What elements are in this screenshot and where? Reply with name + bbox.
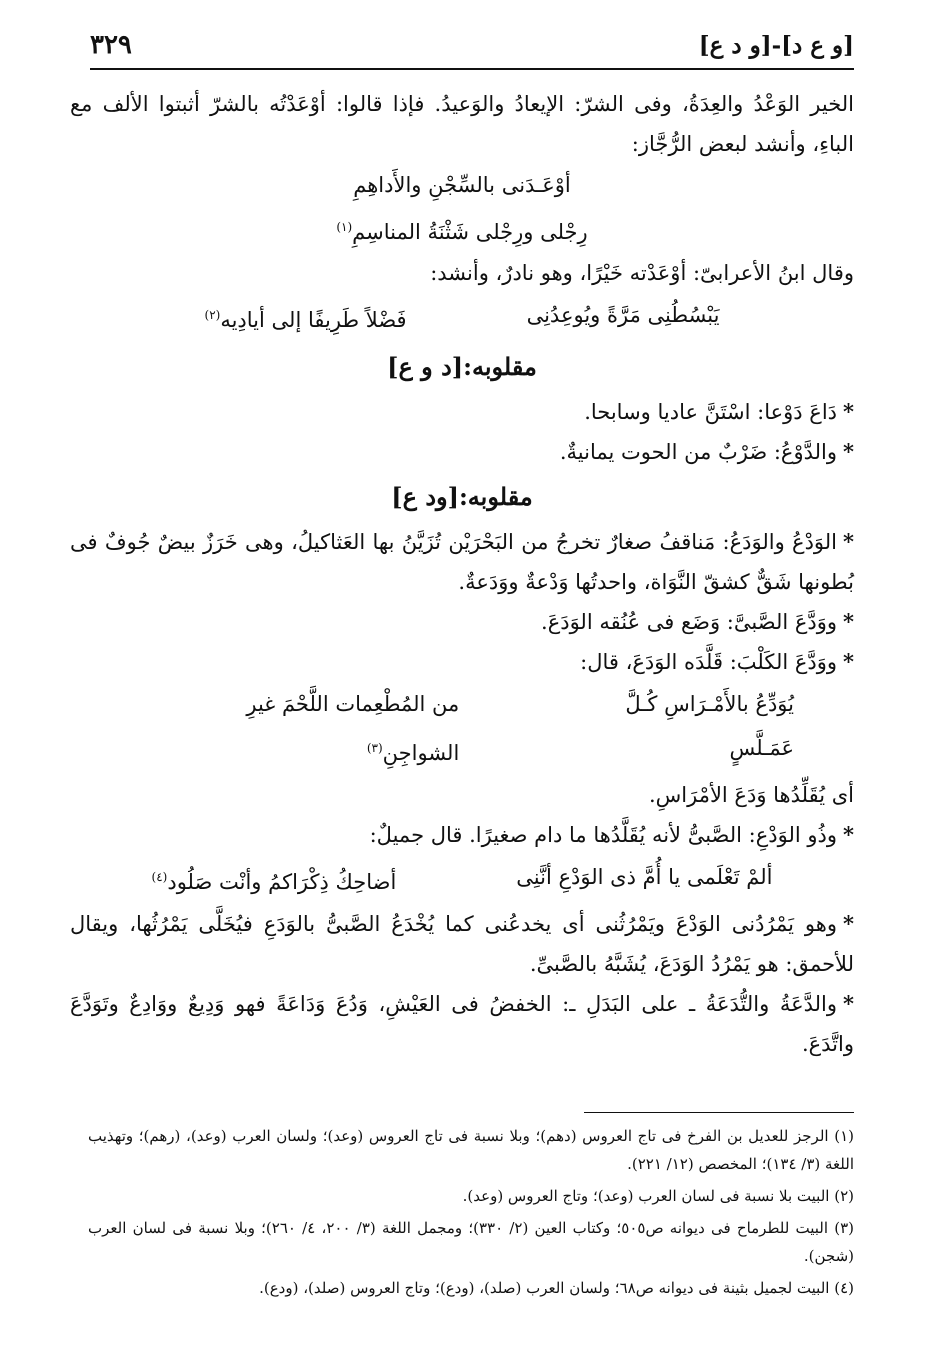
footnote: (٣) البيت للطرماح فى ديوانه ص٥٠٥؛ وكتاب العين (٢/ ٣٣٠)؛ ومجمل اللغة (٣/ ٢٠٠، ٤/ ٢٦٠)؛ وبلا نسبة فى لسان العرب (شجن). [88, 1219, 855, 1265]
entry-star: * [843, 529, 854, 554]
entry-text: وذُو الوَدْعِ: الصَّبىُّ لأنه يُقَلَّدُها ما دام صغيرًا. قال جميلٌ: [369, 823, 838, 847]
verse-line [70, 206, 854, 253]
entry-text: دَاعَ دَوْعا: اسْتَنَّ عاديا وسابحا. [584, 400, 838, 424]
entry-wadda-kalb [70, 642, 854, 682]
verse-hemistich-right: يُوَدِّعُ بالأَمْـرَاسِ كُـلَّ عَمَـلَّسٍ [625, 692, 794, 760]
entry-star: * [843, 822, 854, 847]
verse-line [70, 164, 854, 206]
verse-text: فَضْلاً طَرِيفًا إلى أيادِيه [220, 308, 407, 332]
footnote: (٤) البيت لجميل بثينة فى ديوانه ص٦٨؛ ولسان العرب (صلد)، (ودع)؛ وتاج العروس (صلد)، (ودع). [259, 1279, 854, 1297]
section-heading: مقلوبه:[د و ع] [387, 352, 537, 381]
verse-hemistich-left [152, 855, 397, 904]
entry-daa [70, 392, 854, 432]
entry-wada [70, 522, 854, 602]
entry-text: الوَدْعُ والوَدَعُ: مَناقفُ صغارٌ تخرجُ من البَحْرَيْن تُزَيَّنُ بها العَثاكيلُ، وهى خَرَزٌ بيضٌ جُوفٌ فى بُطونها شَقٌّ كشقّ النَّوَاة، واحدتُها وَدْعةٌ ووَدَعةٌ. [70, 530, 854, 594]
header-rule [90, 68, 854, 70]
footnotes [88, 1122, 854, 1306]
running-head: [و ع د]-[و د ع] [698, 32, 854, 59]
entry-star: * [843, 609, 854, 634]
entry-text: والدَّعَةُ والتُّدَعَةُ ـ على البَدَلِ ـ: الخفضُ فى العَيْشِ، وَدُعَ وَدَاعَةً فهو وَدِيعٌ ووَادِعٌ وتَوَدَّعَ واتَّدَعَ. [70, 992, 854, 1056]
verse-couplet [70, 855, 854, 904]
verse-couplet [70, 682, 854, 775]
footnote-rule [584, 1112, 854, 1113]
entry-star: * [843, 439, 854, 464]
entry-wadda-sabi [70, 602, 854, 642]
entry-yamrudu [70, 904, 854, 984]
footnote-marker: (١) [336, 220, 353, 234]
main-text [70, 84, 854, 1064]
gloss-amras: أى يُقَلِّدُها وَدَعَ الأمْرَاسِ. [648, 783, 854, 807]
entry-star: * [843, 649, 854, 674]
verse-hemistich-left [205, 293, 407, 342]
entry-text: ووَدَّعَ الكَلْبَ: قَلَّدَه الوَدَعَ، قال: [580, 650, 838, 674]
footnote-marker: (٢) [204, 308, 221, 322]
footnote: (٢) البيت بلا نسبة فى لسان العرب (وعد)؛ وتاج العروس (وعد). [462, 1187, 854, 1205]
footnote-marker: (٣) [366, 741, 383, 755]
entry-dawu [70, 432, 854, 472]
entry-star: * [843, 911, 854, 936]
entry-text: وهو يَمْرُدُنى الوَدْعَ ويَمْرُثُنى أى يخدعُنى كما يُخْدَعُ الصَّبىُّ بالوَدَعِ فيُخَلَّى يَمْرُثُها، ويقال للأحمق: هو يَمْرُدُ الوَدَعَ، يُشَبَّهُ بالصَّبىِّ. [70, 912, 854, 976]
entry-text: ووَدَّعَ الصَّبىَّ: وَضَع فى عُنُقه الوَدَعَ. [541, 610, 838, 634]
paragraph-ibn-arabi: وقال ابنُ الأعرابىّ: أوْعَدْته خَيْرًا، وهو نادرٌ، وأنشد: [430, 261, 854, 285]
verse-hemistich-right: يَبْسُطُنِى مَرَّةً ويُوعِدُنِى [526, 303, 720, 327]
entry-star: * [843, 991, 854, 1016]
footnote-marker: (٤) [151, 870, 168, 884]
verse-hemistich-left [180, 682, 459, 775]
page-header [90, 28, 854, 66]
footnote: (١) الرجز للعديل بن الفرخ فى تاج العروس (دهم)؛ وبلا نسبة فى تاج العروس (وعد)؛ ولسان العرب (وعد)، (رهم)؛ وتهذيب اللغة (٣/ ١٣٤)؛ المخصص (١٢/ ٢٢١). [88, 1127, 854, 1173]
entry-dia [70, 984, 854, 1064]
verse-text: من المُطْعِمات اللَّحْمَ غيرِ الشواجِنِ [246, 692, 460, 765]
entry-text: والدَّوْعُ: ضَرْبٌ من الحوت يمانيةٌ. [559, 440, 838, 464]
verse-hemistich-right: ألمْ تَعْلَمى يا أُمَّ ذى الوَدْعِ أنَّنِى [516, 865, 773, 889]
verse-text: رِجْلى ورِجْلى شَثْنَةُ المناسِمِ [352, 220, 588, 244]
section-heading: مقلوبه:[ود ع] [391, 482, 533, 511]
verse-text: أوْعَـدَنى بالسِّجْنِ والأَداهِمِ [353, 173, 571, 197]
verse-couplet [70, 293, 854, 342]
paragraph-waad: الخير الوَعْدُ والعِدَةُ، وفى الشرّ: الإيعادُ والوَعيدُ. فإذا قالوا: أوْعَدْتُه بالشرّ أثبتوا الألف مع الباءِ، وأنشد لبعض الرُّجَّاز: [70, 92, 854, 156]
entry-dhu-wad [70, 815, 854, 855]
entry-star: * [843, 399, 854, 424]
verse-text: أضاحِكُ ذِكْرَاكمُ وأنْت صَلُود [167, 870, 397, 894]
page-number: ٣٢٩ [90, 30, 132, 60]
